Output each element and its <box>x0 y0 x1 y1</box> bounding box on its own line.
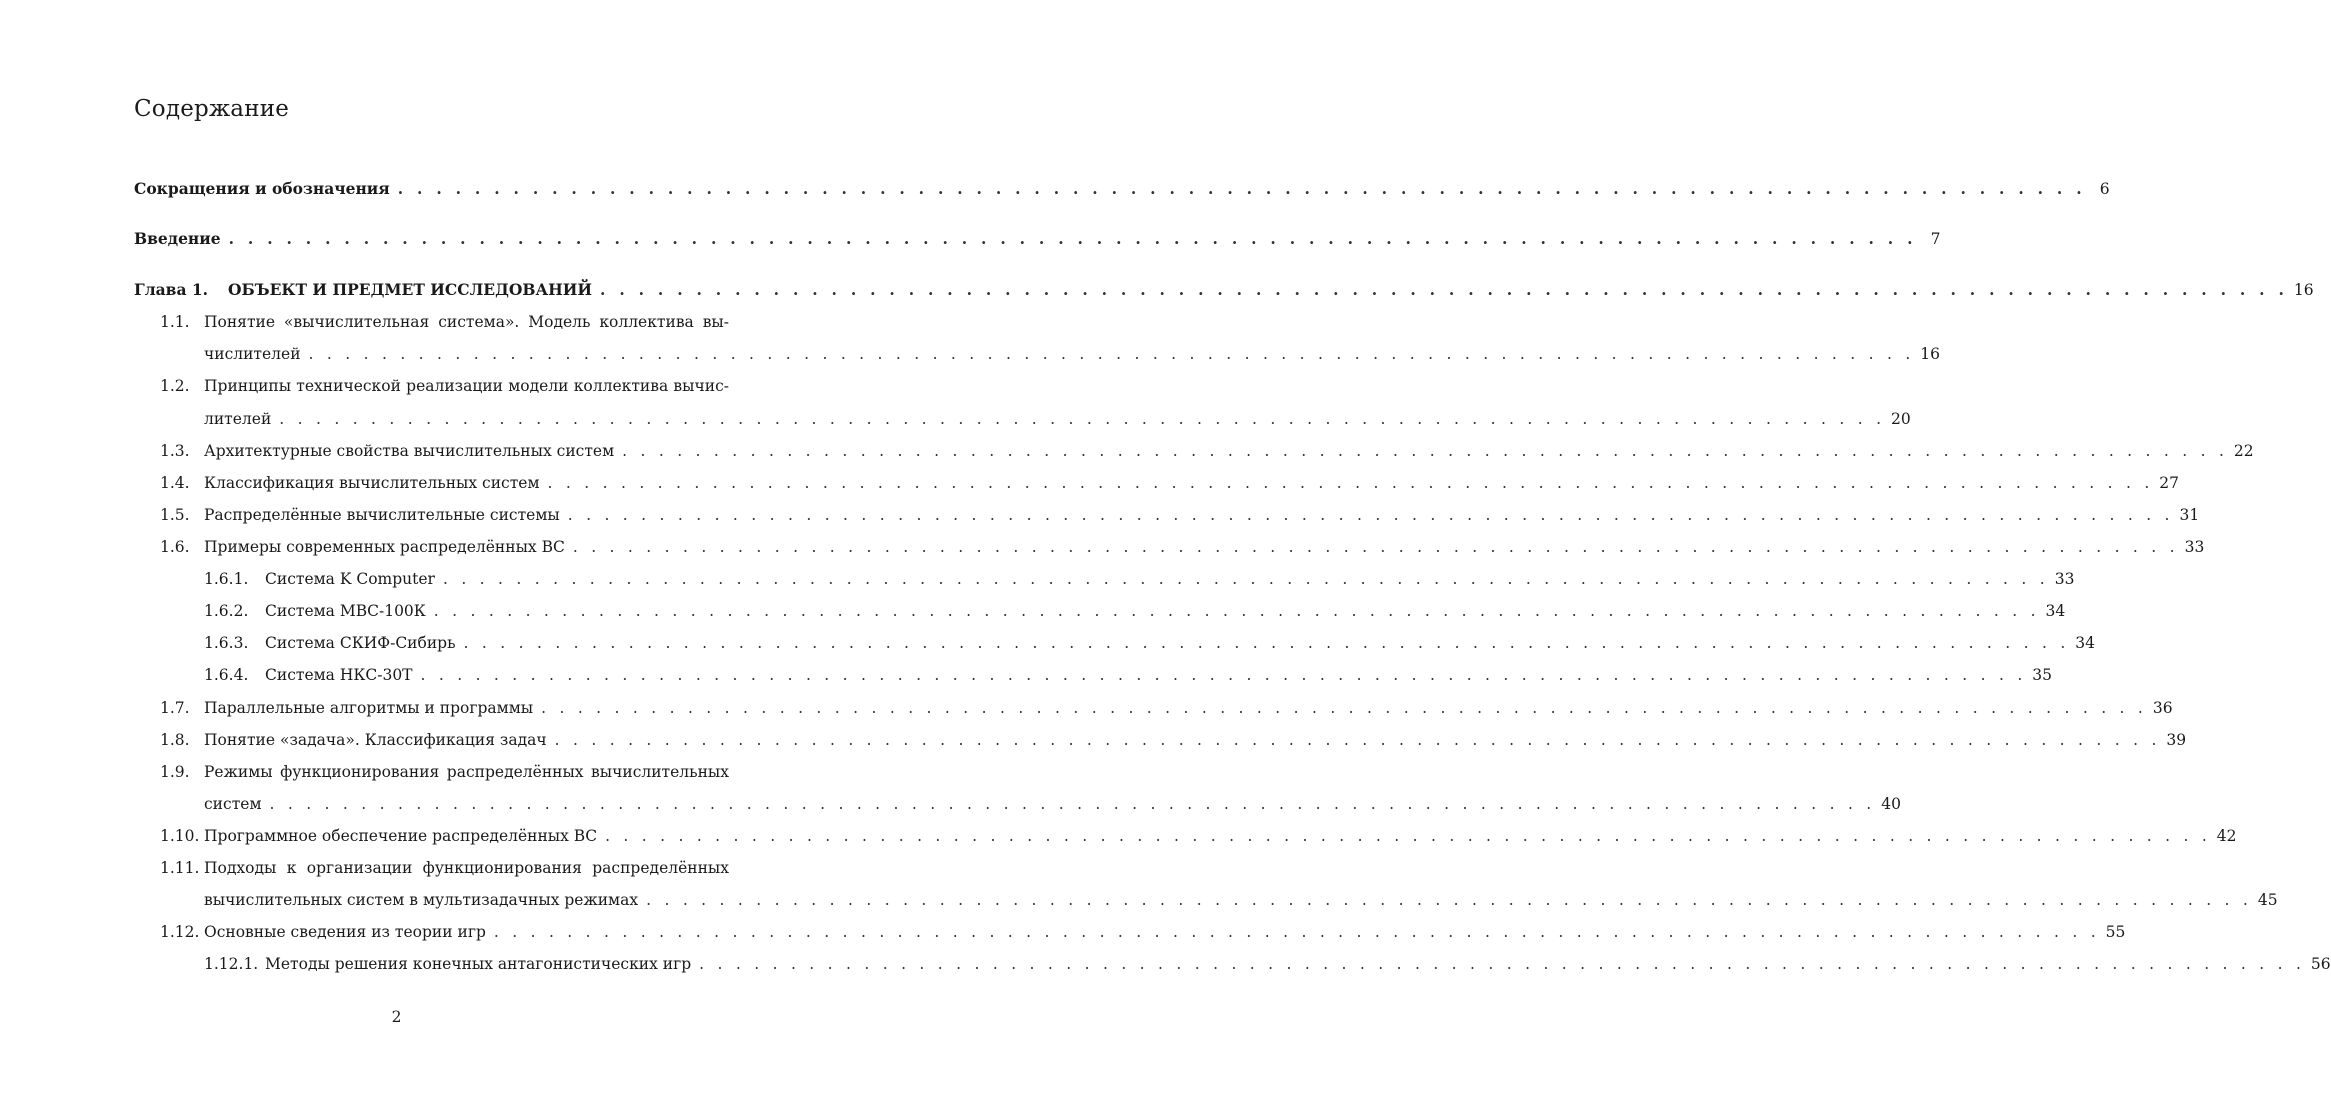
toc-page-number: 31 <box>2179 506 2200 524</box>
toc-entry-title: Система K Computer <box>265 570 435 588</box>
toc-entry-1-1-cont[interactable] <box>204 342 1941 366</box>
toc-entry-1-8[interactable] <box>160 728 2187 752</box>
toc-leader-dots <box>600 278 2284 302</box>
toc-entry-1-3[interactable] <box>160 439 2254 463</box>
toc-entry-number: 1.11. <box>160 859 200 877</box>
toc-entry-number: 1.9. <box>160 763 190 781</box>
toc-entry-1-12-1[interactable] <box>204 952 2331 976</box>
toc-entry-title: Сокращения и обозначения <box>134 179 390 198</box>
toc-entry-title-line1: Принципы технической реализации модели коллектива вычис- <box>204 377 729 395</box>
toc-entry-1-1[interactable] <box>160 310 747 334</box>
toc-entry-1-10[interactable] <box>160 824 2237 848</box>
toc-entry-title: Система МВС-100К <box>265 602 426 620</box>
toc-page-number: 20 <box>1891 410 1911 428</box>
toc-leader-dots <box>309 342 1911 366</box>
toc-entry-1-11-cont[interactable] <box>204 888 2278 912</box>
toc-page-number: 35 <box>2032 666 2052 684</box>
toc-entry-1-11[interactable] <box>160 856 747 880</box>
toc-entry-title: Основные сведения из теории игр <box>204 923 486 941</box>
toc-page-number: 33 <box>2184 538 2205 556</box>
toc-entry-title: Методы решения конечных антагонистических игр <box>265 955 692 973</box>
toc-entry-title-line2: лителей <box>204 410 272 428</box>
toc-entry-title: Система СКИФ-Сибирь <box>265 634 456 652</box>
toc-entry-title-line1: Понятие «вычислительная система». Модель коллектива вы- <box>204 313 729 331</box>
toc-page-number: 42 <box>2216 827 2237 845</box>
toc-entry-1-7[interactable] <box>160 696 2173 720</box>
toc-page-number: 56 <box>2310 955 2331 973</box>
toc-entry-number: 1.6.2. <box>204 602 249 620</box>
toc-leader-dots <box>541 696 2143 720</box>
toc-entry-1-6-4[interactable] <box>204 663 2052 687</box>
toc-entry-1-12[interactable] <box>160 920 2126 944</box>
toc-entry-title: Классификация вычислительных систем <box>204 474 540 492</box>
toc-entry-number: 1.10. <box>160 827 200 845</box>
page-number: 2 <box>391 1008 402 1026</box>
toc-page-number: 16 <box>2293 281 2314 299</box>
toc-entry-number: 1.1. <box>160 313 190 331</box>
toc-page-number: 34 <box>2075 634 2096 652</box>
toc-entry-title-line2: систем <box>204 795 262 813</box>
toc-entry-1-6-2[interactable] <box>204 599 2066 623</box>
toc-leader-dots <box>270 792 1872 816</box>
toc-page-number: 45 <box>2257 891 2278 909</box>
toc-entry-introduction[interactable] <box>134 227 1941 251</box>
toc-entry-number: 1.6.4. <box>204 666 249 684</box>
toc-entry-number: 1.5. <box>160 506 190 524</box>
toc-entry-title: Архитектурные свойства вычислительных систем <box>204 442 615 460</box>
toc-entry-number: 1.6.3. <box>204 634 249 652</box>
toc-entry-title: Понятие «задача». Классификация задач <box>204 731 547 749</box>
toc-leader-dots <box>279 407 1881 431</box>
toc-leader-dots <box>464 631 2066 655</box>
toc-entry-number: Глава 1. <box>134 280 209 299</box>
toc-entry-1-4[interactable] <box>160 471 2180 495</box>
toc-leader-dots <box>398 177 2082 201</box>
toc-entry-number: 1.12. <box>160 923 200 941</box>
toc-page-number: 55 <box>2105 923 2126 941</box>
toc-leader-dots <box>622 439 2224 463</box>
toc-entry-title: Примеры современных распределённых ВС <box>204 538 565 556</box>
toc-entry-chapter-1[interactable] <box>134 278 2314 302</box>
toc-leader-dots <box>555 728 2157 752</box>
toc-entry-number: 1.3. <box>160 442 190 460</box>
toc-entry-1-6[interactable] <box>160 535 2205 559</box>
toc-page-number: 7 <box>1930 230 1941 248</box>
toc-page-number: 40 <box>1881 795 1901 813</box>
toc-entry-title-line2: числителей <box>204 345 301 363</box>
toc-entry-number: 1.6. <box>160 538 190 556</box>
toc-entry-title-line2: вычислительных систем в мультизадачных режимах <box>204 891 639 909</box>
toc-entry-1-9[interactable] <box>160 760 747 784</box>
toc-entry-title: Параллельные алгоритмы и программы <box>204 699 534 717</box>
toc-leader-dots <box>229 227 1913 251</box>
toc-leader-dots <box>434 599 2036 623</box>
toc-leader-dots <box>568 503 2170 527</box>
toc-entry-number: 1.8. <box>160 731 190 749</box>
toc-page-number: 22 <box>2233 442 2254 460</box>
toc-entry-title-line1: Подходы к организации функционирования распределённых <box>204 859 729 877</box>
toc-leader-dots <box>421 663 2023 687</box>
toc-entry-1-5[interactable] <box>160 503 2200 527</box>
toc-entry-abbreviations[interactable] <box>134 177 2110 201</box>
toc-entry-number: 1.6.1. <box>204 570 249 588</box>
toc-entry-title: Введение <box>134 229 221 248</box>
toc-entry-title: Программное обеспечение распределённых ВС <box>204 827 598 845</box>
toc-page-number: 39 <box>2166 731 2187 749</box>
toc-entry-title: Система НКС-30Т <box>265 666 413 684</box>
toc-entry-title: Распределённые вычислительные системы <box>204 506 560 524</box>
toc-leader-dots <box>548 471 2150 495</box>
toc-entry-number: 1.7. <box>160 699 190 717</box>
toc-entry-number: 1.2. <box>160 377 190 395</box>
toc-page-number: 16 <box>1920 345 1941 363</box>
toc-leader-dots <box>605 824 2207 848</box>
page-title: Содержание <box>134 96 290 122</box>
toc-page-number: 33 <box>2054 570 2075 588</box>
toc-entry-number: 1.4. <box>160 474 190 492</box>
toc-page-number: 36 <box>2152 699 2173 717</box>
toc-entry-title-line1: Режимы функционирования распределённых вычислительных <box>204 763 729 781</box>
toc-leader-dots <box>646 888 2248 912</box>
toc-leader-dots <box>699 952 2301 976</box>
toc-entry-1-2[interactable] <box>160 374 747 398</box>
toc-page-number: 34 <box>2045 602 2066 620</box>
toc-entry-number: 1.12.1. <box>204 955 259 973</box>
toc-page-number: 27 <box>2159 474 2180 492</box>
toc-page-number: 6 <box>2099 180 2110 198</box>
toc-leader-dots <box>443 567 2045 591</box>
toc-entry-title: ОБЪЕКТ И ПРЕДМЕТ ИССЛЕДОВАНИЙ <box>228 280 593 299</box>
toc-leader-dots <box>573 535 2175 559</box>
toc-entry-1-9-cont[interactable] <box>204 792 1901 816</box>
toc-entry-1-6-1[interactable] <box>204 567 2075 591</box>
toc-entry-1-6-3[interactable] <box>204 631 2096 655</box>
toc-entry-1-2-cont[interactable] <box>204 407 1911 431</box>
toc-leader-dots <box>494 920 2096 944</box>
